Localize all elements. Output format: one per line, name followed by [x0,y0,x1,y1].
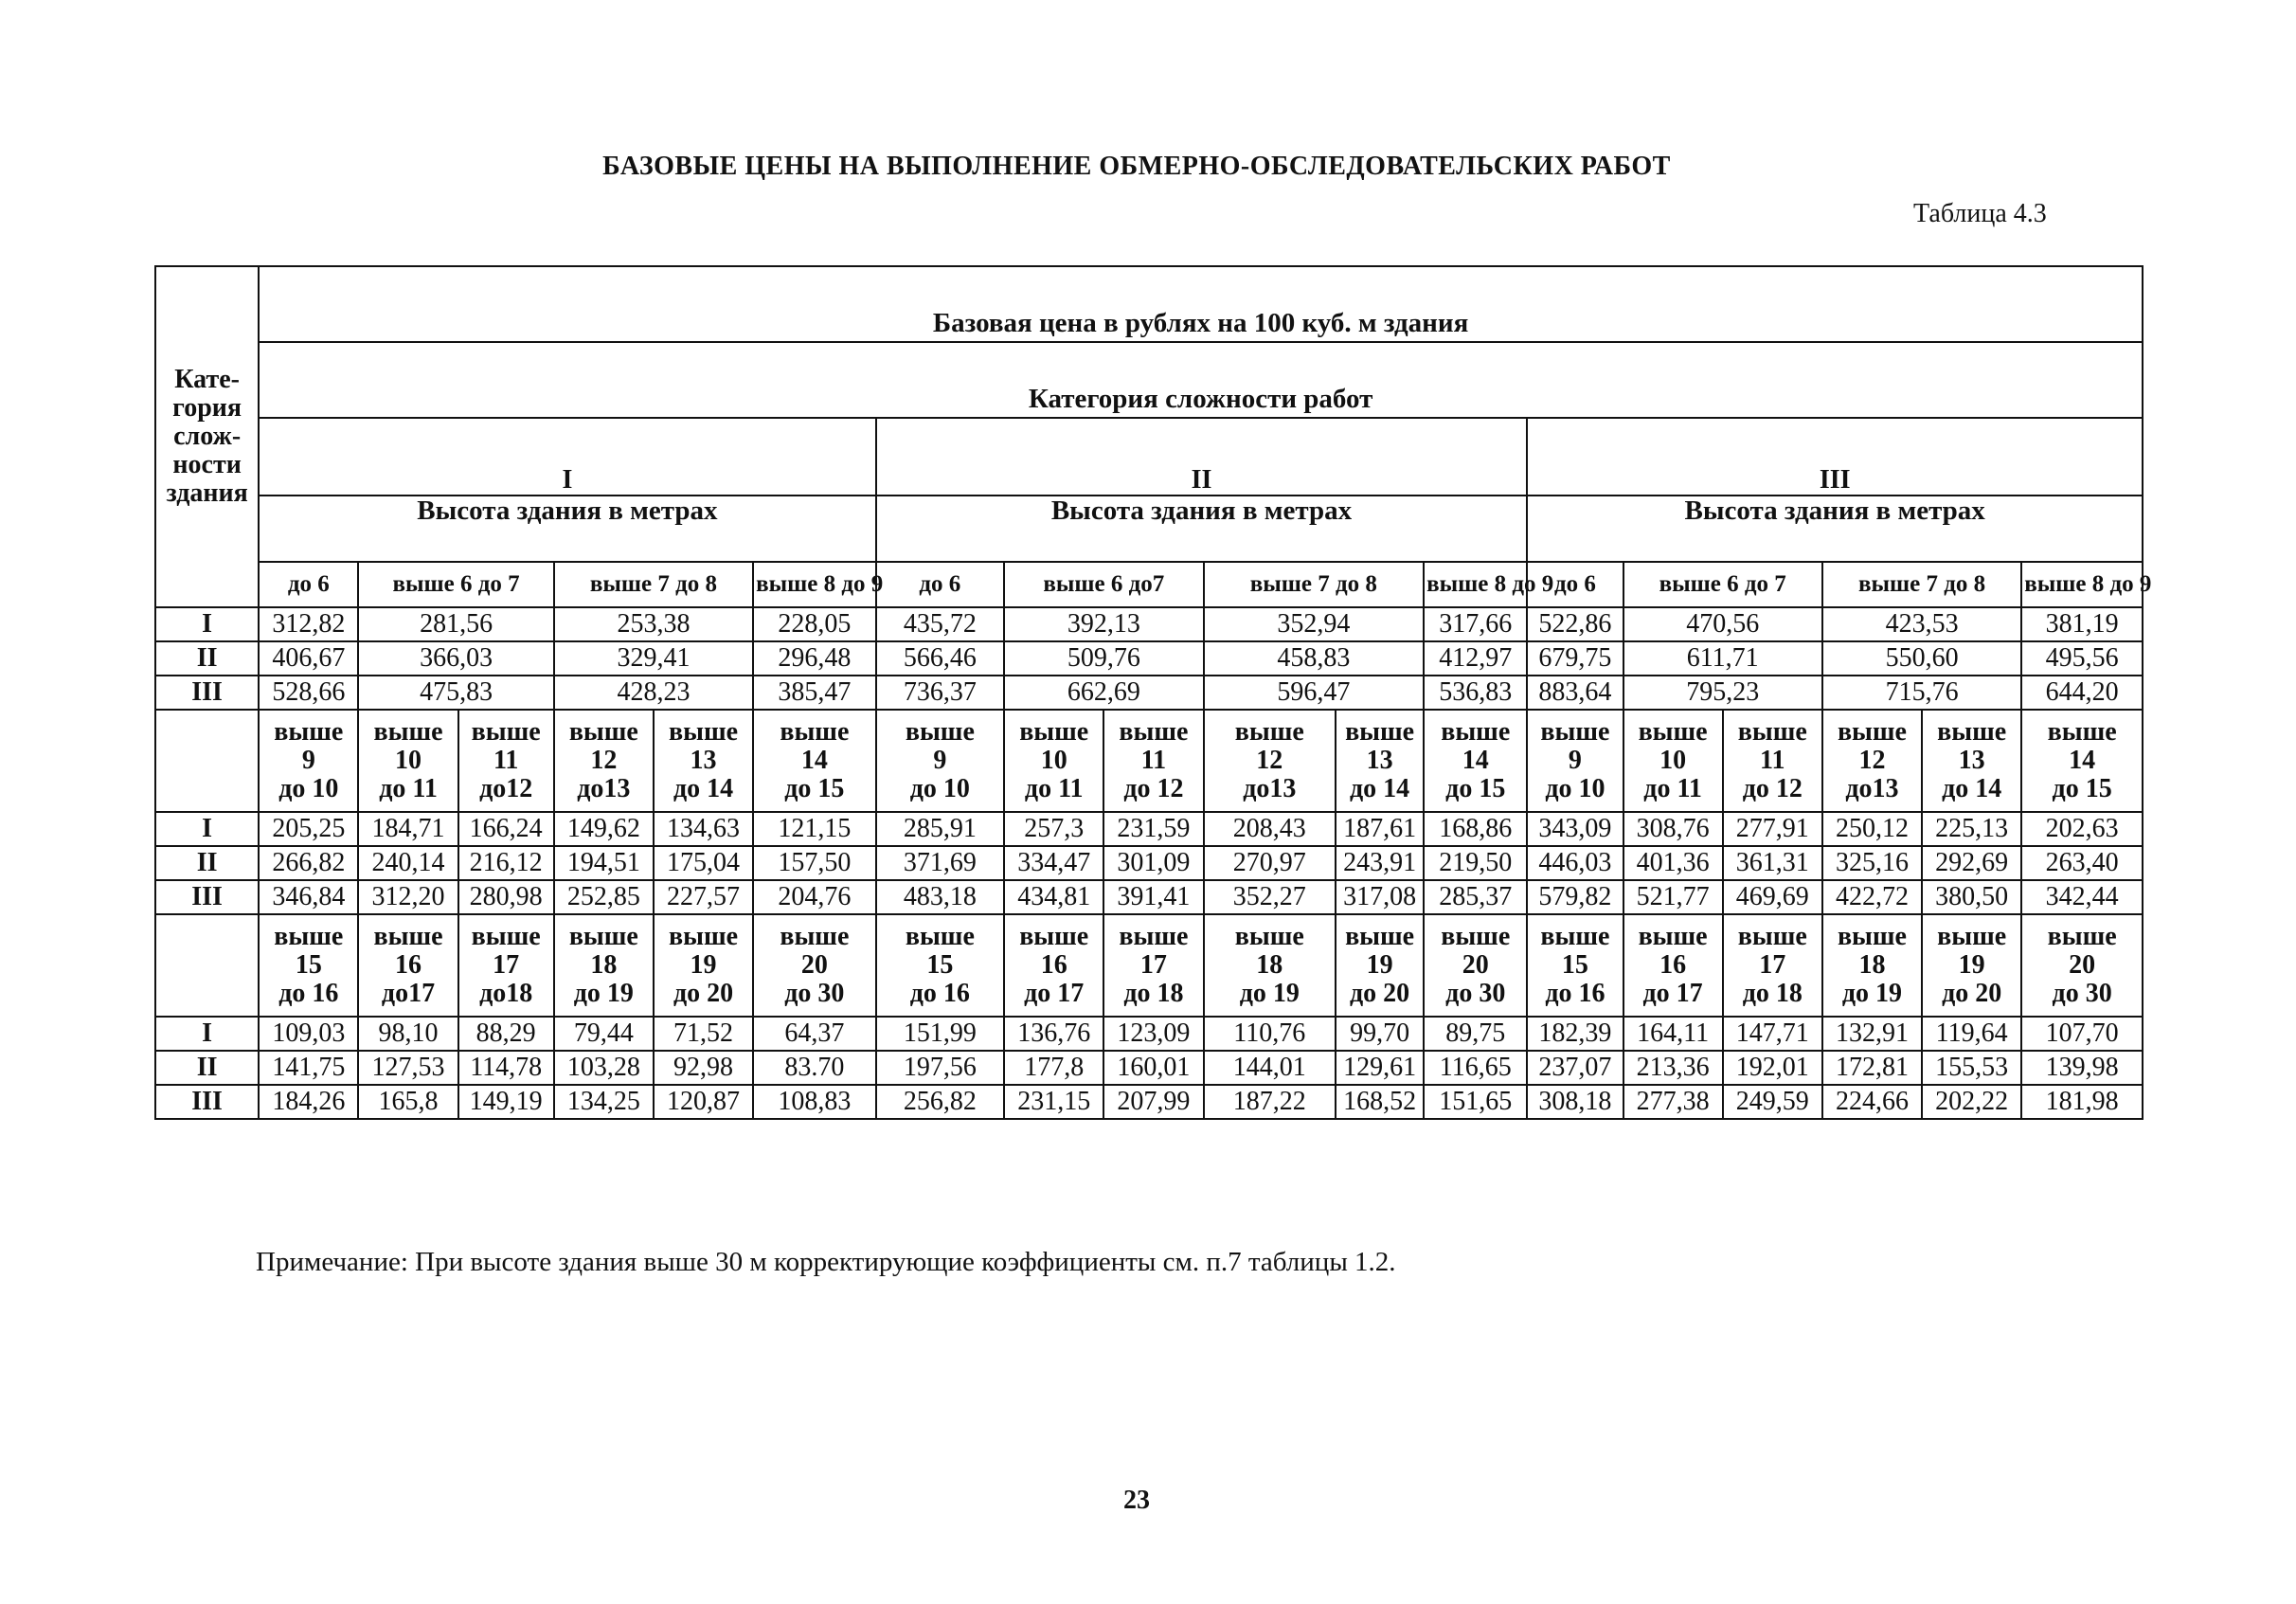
work-category-I: I [259,418,875,496]
height-range-header: выше 20 до 30 [2021,914,2143,1017]
price-cell: 252,85 [554,880,654,914]
price-cell: 204,76 [753,880,875,914]
price-cell: 325,16 [1822,846,1922,880]
price-cell: 187,22 [1204,1085,1336,1119]
height-range-header: выше 13 до 14 [1336,710,1424,812]
row-category-label: I [155,812,259,846]
height-range-header: выше 15 до 16 [259,914,358,1017]
price-cell: 475,83 [358,676,553,710]
price-cell: 249,59 [1723,1085,1822,1119]
price-cell: 301,09 [1103,846,1203,880]
price-cell: 120,87 [654,1085,753,1119]
price-cell: 270,97 [1204,846,1336,880]
price-cell: 182,39 [1527,1017,1623,1051]
price-cell: 446,03 [1527,846,1623,880]
row-category-label: I [155,607,259,641]
row-category-label: I [155,1017,259,1051]
height-range-header: выше 14 до 15 [1424,710,1527,812]
price-cell: 240,14 [358,846,457,880]
price-cell: 536,83 [1424,676,1527,710]
price-cell: 381,19 [2021,607,2143,641]
price-cell: 71,52 [654,1017,753,1051]
work-category-header: Категория сложности работ [259,342,2143,418]
price-cell: 123,09 [1103,1017,1203,1051]
work-category-III: III [1527,418,2143,496]
height-range-header: выше 14 до 15 [753,710,875,812]
price-cell: 285,37 [1424,880,1527,914]
table-row [155,812,2143,846]
price-cell: 213,36 [1623,1051,1723,1085]
price-cell: 277,91 [1723,812,1822,846]
height-range-header: выше 15 до 16 [876,914,1005,1017]
price-cell: 168,86 [1424,812,1527,846]
price-cell: 380,50 [1922,880,2021,914]
price-cell: 308,18 [1527,1085,1623,1119]
price-cell: 509,76 [1004,641,1203,676]
price-cell: 228,05 [753,607,875,641]
price-cell: 342,44 [2021,880,2143,914]
price-cell: 141,75 [259,1051,358,1085]
price-cell: 139,98 [2021,1051,2143,1085]
price-cell: 207,99 [1103,1085,1203,1119]
price-cell: 317,66 [1424,607,1527,641]
price-cell: 277,38 [1623,1085,1723,1119]
price-cell: 392,13 [1004,607,1203,641]
price-cell: 224,66 [1822,1085,1922,1119]
price-cell: 202,22 [1922,1085,2021,1119]
price-cell: 187,61 [1336,812,1424,846]
page-title: БАЗОВЫЕ ЦЕНЫ НА ВЫПОЛНЕНИЕ ОБМЕРНО-ОБСЛЕДОВАТЕЛЬСКИХ РАБОТ [602,152,1671,181]
price-cell: 596,47 [1204,676,1425,710]
price-cell: 157,50 [753,846,875,880]
price-cell: 208,43 [1204,812,1336,846]
price-cell: 231,59 [1103,812,1203,846]
price-cell: 391,41 [1103,880,1203,914]
height-range-header: до 6 [259,562,358,607]
price-cell: 263,40 [2021,846,2143,880]
height-range-header: выше 18 до 19 [1204,914,1336,1017]
height-range-header: выше 11 до12 [458,710,554,812]
price-cell: 136,76 [1004,1017,1103,1051]
height-range-header: выше 11 до 12 [1723,710,1822,812]
height-range-header: выше 8 до 9 [753,562,875,607]
price-cell: 134,63 [654,812,753,846]
price-cell: 715,76 [1822,676,2021,710]
height-header-I: Высота здания в метрах [259,496,875,562]
price-cell: 423,53 [1822,607,2021,641]
height-range-header: выше 8 до 9 [1424,562,1527,607]
row-category-label: II [155,641,259,676]
height-range-header: выше 12 до13 [1822,710,1922,812]
price-cell: 147,71 [1723,1017,1822,1051]
price-cell: 149,62 [554,812,654,846]
price-cell: 165,8 [358,1085,457,1119]
price-cell: 412,97 [1424,641,1527,676]
price-cell: 83.70 [753,1051,875,1085]
price-cell: 334,47 [1004,846,1103,880]
price-cell: 495,56 [2021,641,2143,676]
price-cell: 679,75 [1527,641,1623,676]
height-range-header: выше 20 до 30 [1424,914,1527,1017]
price-cell: 253,38 [554,607,753,641]
height-range-header: до 6 [1527,562,1623,607]
price-cell: 168,52 [1336,1085,1424,1119]
price-cell: 795,23 [1623,676,1822,710]
price-cell: 736,37 [876,676,1005,710]
height-range-header: выше 13 до 14 [1922,710,2021,812]
price-cell: 280,98 [458,880,554,914]
price-cell: 312,82 [259,607,358,641]
row-category-label: II [155,846,259,880]
row-category-label: II [155,1051,259,1085]
price-cell: 98,10 [358,1017,457,1051]
price-cell: 343,09 [1527,812,1623,846]
height-range-header: выше 16 до 17 [1004,914,1103,1017]
work-category-II: II [876,418,1528,496]
price-cell: 401,36 [1623,846,1723,880]
base-price-header: Базовая цена в рублях на 100 куб. м здания [259,266,2143,342]
height-header-II: Высота здания в метрах [876,496,1528,562]
height-range-header: до 6 [876,562,1005,607]
price-cell: 88,29 [458,1017,554,1051]
height-range-header: выше 7 до 8 [554,562,753,607]
price-table [154,265,2152,1120]
price-cell: 366,03 [358,641,553,676]
price-cell: 644,20 [2021,676,2143,710]
height-range-header: выше 6 до 7 [358,562,553,607]
table-row [155,1051,2143,1085]
table-row [155,1085,2143,1119]
price-cell: 219,50 [1424,846,1527,880]
height-range-header: выше 17 до 18 [1723,914,1822,1017]
price-cell: 177,8 [1004,1051,1103,1085]
height-range-header: выше 14 до 15 [2021,710,2143,812]
height-range-header: выше 20 до 30 [753,914,875,1017]
price-cell: 428,23 [554,676,753,710]
height-range-header: выше 15 до 16 [1527,914,1623,1017]
price-cell: 579,82 [1527,880,1623,914]
height-range-header: выше 9 до 10 [876,710,1005,812]
price-cell: 435,72 [876,607,1005,641]
row-category-label: III [155,880,259,914]
price-cell: 256,82 [876,1085,1005,1119]
empty-cell [155,710,259,812]
price-cell: 406,67 [259,641,358,676]
height-range-header: выше 17 до18 [458,914,554,1017]
height-range-header: выше 13 до 14 [654,710,753,812]
price-cell: 662,69 [1004,676,1203,710]
price-cell: 172,81 [1822,1051,1922,1085]
price-cell: 79,44 [554,1017,654,1051]
height-range-header: выше 16 до17 [358,914,457,1017]
price-cell: 883,64 [1527,676,1623,710]
price-cell: 266,82 [259,846,358,880]
price-cell: 528,66 [259,676,358,710]
price-cell: 202,63 [2021,812,2143,846]
price-cell: 225,13 [1922,812,2021,846]
price-cell: 155,53 [1922,1051,2021,1085]
price-cell: 469,69 [1723,880,1822,914]
price-cell: 250,12 [1822,812,1922,846]
price-cell: 361,31 [1723,846,1822,880]
price-cell: 151,99 [876,1017,1005,1051]
table-row [155,1017,2143,1051]
price-cell: 116,65 [1424,1051,1527,1085]
page-number: 23 [1123,1486,1150,1515]
price-cell: 434,81 [1004,880,1103,914]
price-cell: 566,46 [876,641,1005,676]
price-cell: 205,25 [259,812,358,846]
height-range-header: выше 17 до 18 [1103,914,1203,1017]
price-cell: 243,91 [1336,846,1424,880]
price-cell: 127,53 [358,1051,457,1085]
price-cell: 483,18 [876,880,1005,914]
price-cell: 296,48 [753,641,875,676]
height-range-header: выше 12 до13 [1204,710,1336,812]
price-cell: 132,91 [1822,1017,1922,1051]
price-cell: 257,3 [1004,812,1103,846]
price-cell: 103,28 [554,1051,654,1085]
price-cell: 329,41 [554,641,753,676]
price-cell: 352,94 [1204,607,1425,641]
price-cell: 227,57 [654,880,753,914]
height-range-header: выше 9 до 10 [259,710,358,812]
price-cell: 166,24 [458,812,554,846]
height-range-header: выше 19 до 20 [654,914,753,1017]
table-row [155,676,2143,710]
height-range-header: выше 6 до 7 [1623,562,1822,607]
price-cell: 164,11 [1623,1017,1723,1051]
height-range-header: выше 7 до 8 [1822,562,2021,607]
price-cell: 107,70 [2021,1017,2143,1051]
price-cell: 99,70 [1336,1017,1424,1051]
price-cell: 611,71 [1623,641,1822,676]
price-cell: 184,71 [358,812,457,846]
height-range-header: выше 11 до 12 [1103,710,1203,812]
price-cell: 317,08 [1336,880,1424,914]
table-row [155,607,2143,641]
height-range-header: выше 7 до 8 [1204,562,1425,607]
price-cell: 385,47 [753,676,875,710]
empty-cell [155,914,259,1017]
height-range-header: выше 18 до 19 [1822,914,1922,1017]
price-cell: 521,77 [1623,880,1723,914]
row-category-label: III [155,676,259,710]
price-cell: 422,72 [1822,880,1922,914]
price-cell: 109,03 [259,1017,358,1051]
height-range-header: выше 9 до 10 [1527,710,1623,812]
table-row [155,641,2143,676]
price-cell: 371,69 [876,846,1005,880]
height-range-header: выше 12 до13 [554,710,654,812]
price-cell: 110,76 [1204,1017,1336,1051]
category-column-header: Кате- гория слож- ности здания [155,266,259,607]
price-cell: 550,60 [1822,641,2021,676]
height-range-header: выше 10 до 11 [1004,710,1103,812]
price-cell: 92,98 [654,1051,753,1085]
price-cell: 64,37 [753,1017,875,1051]
price-cell: 144,01 [1204,1051,1336,1085]
price-cell: 346,84 [259,880,358,914]
height-range-header: выше 10 до 11 [358,710,457,812]
height-range-header: выше 8 до 9 [2021,562,2143,607]
price-cell: 312,20 [358,880,457,914]
price-cell: 281,56 [358,607,553,641]
height-range-header: выше 19 до 20 [1922,914,2021,1017]
price-cell: 119,64 [1922,1017,2021,1051]
price-cell: 522,86 [1527,607,1623,641]
price-cell: 114,78 [458,1051,554,1085]
height-range-header: выше 16 до 17 [1623,914,1723,1017]
price-cell: 292,69 [1922,846,2021,880]
price-cell: 231,15 [1004,1085,1103,1119]
price-cell: 192,01 [1723,1051,1822,1085]
price-cell: 458,83 [1204,641,1425,676]
price-cell: 352,27 [1204,880,1336,914]
table-row [155,846,2143,880]
height-header-III: Высота здания в метрах [1527,496,2143,562]
price-cell: 308,76 [1623,812,1723,846]
height-range-header: выше 10 до 11 [1623,710,1723,812]
footnote: Примечание: При высоте здания выше 30 м корректирующие коэффициенты см. п.7 таблицы 1.2. [256,1247,1396,1277]
row-category-label: III [155,1085,259,1119]
price-cell: 151,65 [1424,1085,1527,1119]
height-range-header: выше 18 до 19 [554,914,654,1017]
price-cell: 149,19 [458,1085,554,1119]
price-cell: 285,91 [876,812,1005,846]
price-cell: 194,51 [554,846,654,880]
price-cell: 108,83 [753,1085,875,1119]
price-cell: 129,61 [1336,1051,1424,1085]
price-cell: 181,98 [2021,1085,2143,1119]
height-range-header: выше 6 до7 [1004,562,1203,607]
height-range-header: выше 19 до 20 [1336,914,1424,1017]
price-cell: 134,25 [554,1085,654,1119]
price-cell: 89,75 [1424,1017,1527,1051]
price-cell: 121,15 [753,812,875,846]
price-cell: 175,04 [654,846,753,880]
price-cell: 197,56 [876,1051,1005,1085]
price-cell: 237,07 [1527,1051,1623,1085]
price-cell: 470,56 [1623,607,1822,641]
price-cell: 160,01 [1103,1051,1203,1085]
price-cell: 216,12 [458,846,554,880]
table-number: Таблица 4.3 [1913,199,2047,228]
table-row [155,880,2143,914]
price-cell: 184,26 [259,1085,358,1119]
